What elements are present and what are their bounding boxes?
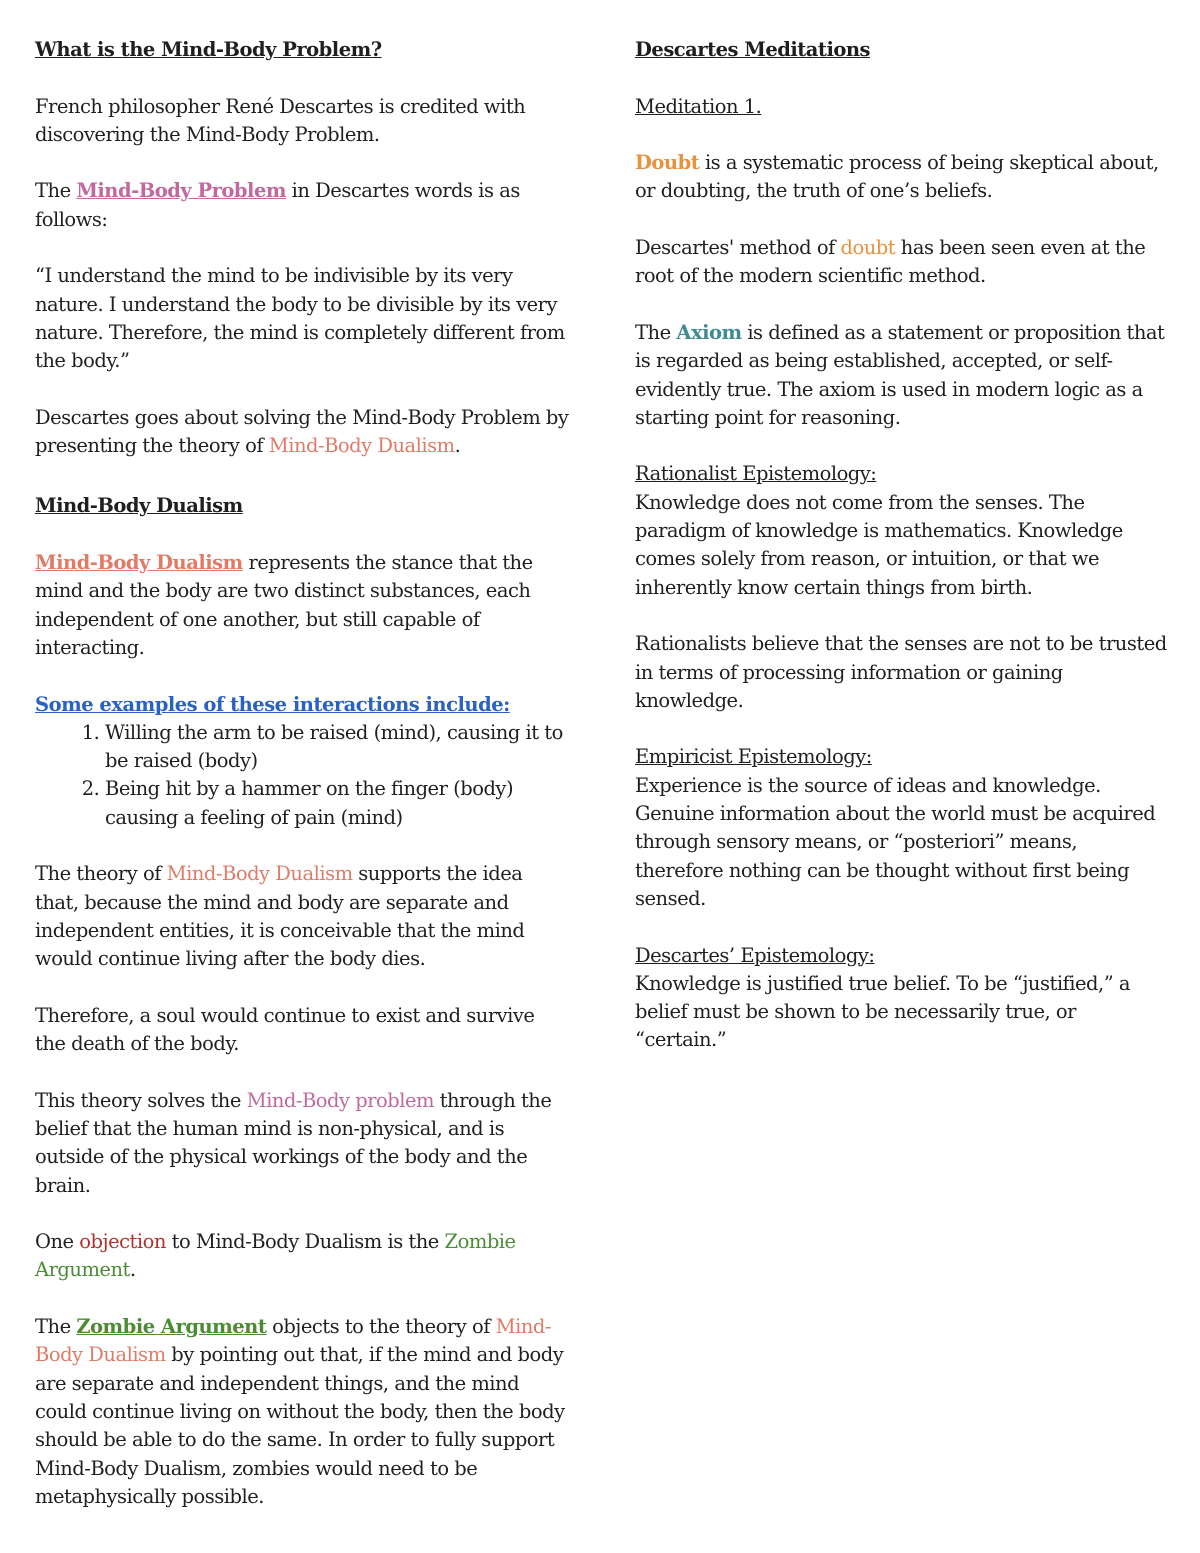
term-mind-body-dualism: Mind-Body Dualism	[268, 434, 455, 458]
example-item: 1. Willing the arm to be raised (mind), causing it to be raised (body)	[105, 719, 570, 776]
meditation-label: Meditation 1.	[635, 94, 762, 118]
term-mind-body-dualism-bold: Mind-Body Dualism	[35, 551, 243, 575]
text-span: through the belief that the human mind is non-physical, and is outside of the physical workings of the body and the brain.	[35, 1088, 552, 1197]
descartes-quote: “I understand the mind to be indivisible by its very nature. I understand the body to be divisible by its very nature. Therefore, the mind is completely different from the body.”	[35, 264, 565, 373]
soul-paragraph: Therefore, a soul would continue to exist and survive the death of the body.	[35, 1003, 535, 1056]
term-objection: objection	[79, 1230, 166, 1254]
text-span: .	[454, 434, 461, 458]
descartes-epistemology-heading: Descartes’ Epistemology:	[635, 943, 875, 967]
dualism-definition	[35, 549, 570, 662]
heading-mind-body-dualism: Mind-Body Dualism	[35, 494, 243, 518]
doubt-definition	[635, 149, 1170, 206]
term-mind-body-problem: Mind-Body problem	[246, 1088, 435, 1112]
theory-paragraph	[35, 860, 570, 973]
rationalist-text-2: Rationalists believe that the senses are not to be trusted in terms of processing information or gaining knowledge.	[635, 632, 1167, 712]
zombie-paragraph	[35, 1313, 570, 1511]
term-mind-body-dualism: Mind-Body Dualism	[35, 1315, 551, 1367]
text-span: .	[129, 1258, 136, 1282]
text-span: has been seen even at the root of the modern scientific method.	[635, 236, 1146, 288]
quote-intro-paragraph	[35, 177, 570, 234]
axiom-paragraph	[635, 319, 1170, 432]
term-axiom: Axiom	[676, 320, 742, 344]
heading-descartes-meditations: Descartes Meditations	[635, 38, 871, 61]
rationalist-heading: Rationalist Epistemology:	[635, 462, 877, 486]
text-span: by pointing out that, if the mind and body are separate and independent things, and the mind could continue living on without the body, then the body should be able to do the same. In order to fully support Mind-Body Dualism, zombies would need to be metaphysically possible.	[35, 1343, 565, 1508]
text-span: is a systematic process of being skeptical about, or doubting, the truth of one’s beliefs.	[635, 151, 1159, 203]
text-span: is defined as a statement or proposition that is regarded as being established, accepted, or self-evidently true. The axiom is used in modern logic as a starting point for reasoning.	[635, 320, 1165, 429]
term-mind-body-problem: Mind-Body Problem	[76, 179, 286, 203]
objection-paragraph	[35, 1228, 570, 1285]
empiricist-text: Experience is the source of ideas and knowledge. Genuine information about the world must be acquired through sensory means, or “posteriori” means, therefore nothing can be thought without first being sensed.	[635, 773, 1156, 910]
example-item: 2. Being hit by a hammer on the finger (body) causing a feeling of pain (mind)	[105, 775, 570, 832]
text-span: The	[635, 320, 677, 344]
text-span: The	[35, 179, 77, 203]
right-column	[635, 36, 1170, 1055]
term-zombie-argument-bold: Zombie Argument	[76, 1315, 267, 1339]
left-column	[35, 36, 570, 1511]
examples-list	[35, 719, 570, 832]
text-span: objects to the theory of	[266, 1315, 496, 1339]
descartes-epistemology-text: Knowledge is justified true belief. To be “justified,” a belief must be shown to be necessarily true, or “certain.”	[635, 971, 1131, 1052]
doubt-method-paragraph	[635, 234, 1170, 291]
text-span: One	[35, 1230, 80, 1254]
term-doubt: Doubt	[635, 151, 700, 175]
text-span: Descartes goes about solving the Mind-Body Problem by presenting the theory of	[35, 405, 569, 458]
text-span: Descartes' method of	[635, 236, 841, 260]
text-span: This theory solves the	[35, 1088, 247, 1112]
text-span: represents the stance that the mind and the body are two distinct substances, each independent of one another, but still capable of interacting.	[35, 551, 533, 659]
term-zombie-argument: Zombie Argument	[35, 1230, 516, 1282]
text-span: The theory of	[35, 862, 167, 886]
solving-paragraph	[35, 404, 570, 461]
heading-mind-body-problem: What is the Mind-Body Problem?	[35, 38, 382, 61]
examples-heading: Some examples of these interactions include:	[35, 692, 510, 716]
solves-paragraph	[35, 1087, 570, 1200]
term-mind-body-dualism: Mind-Body Dualism	[166, 862, 353, 886]
text-span: in Descartes words is as follows:	[35, 179, 520, 231]
intro-paragraph: French philosopher René Descartes is credited with discovering the Mind-Body Problem.	[35, 94, 526, 146]
text-span: The	[35, 1315, 77, 1339]
empiricist-heading: Empiricist Epistemology:	[635, 745, 872, 769]
rationalist-text: Knowledge does not come from the senses. The paradigm of knowledge is mathematics. Knowledge comes solely from reason, or intuition, or that we inherently know certain things from birth.	[635, 490, 1123, 599]
term-doubt: doubt	[840, 236, 896, 260]
text-span: to Mind-Body Dualism is the	[165, 1230, 445, 1254]
text-span: supports the idea that, because the mind and body are separate and independent entities, it is conceivable that the mind would continue living after the body dies.	[35, 862, 525, 971]
